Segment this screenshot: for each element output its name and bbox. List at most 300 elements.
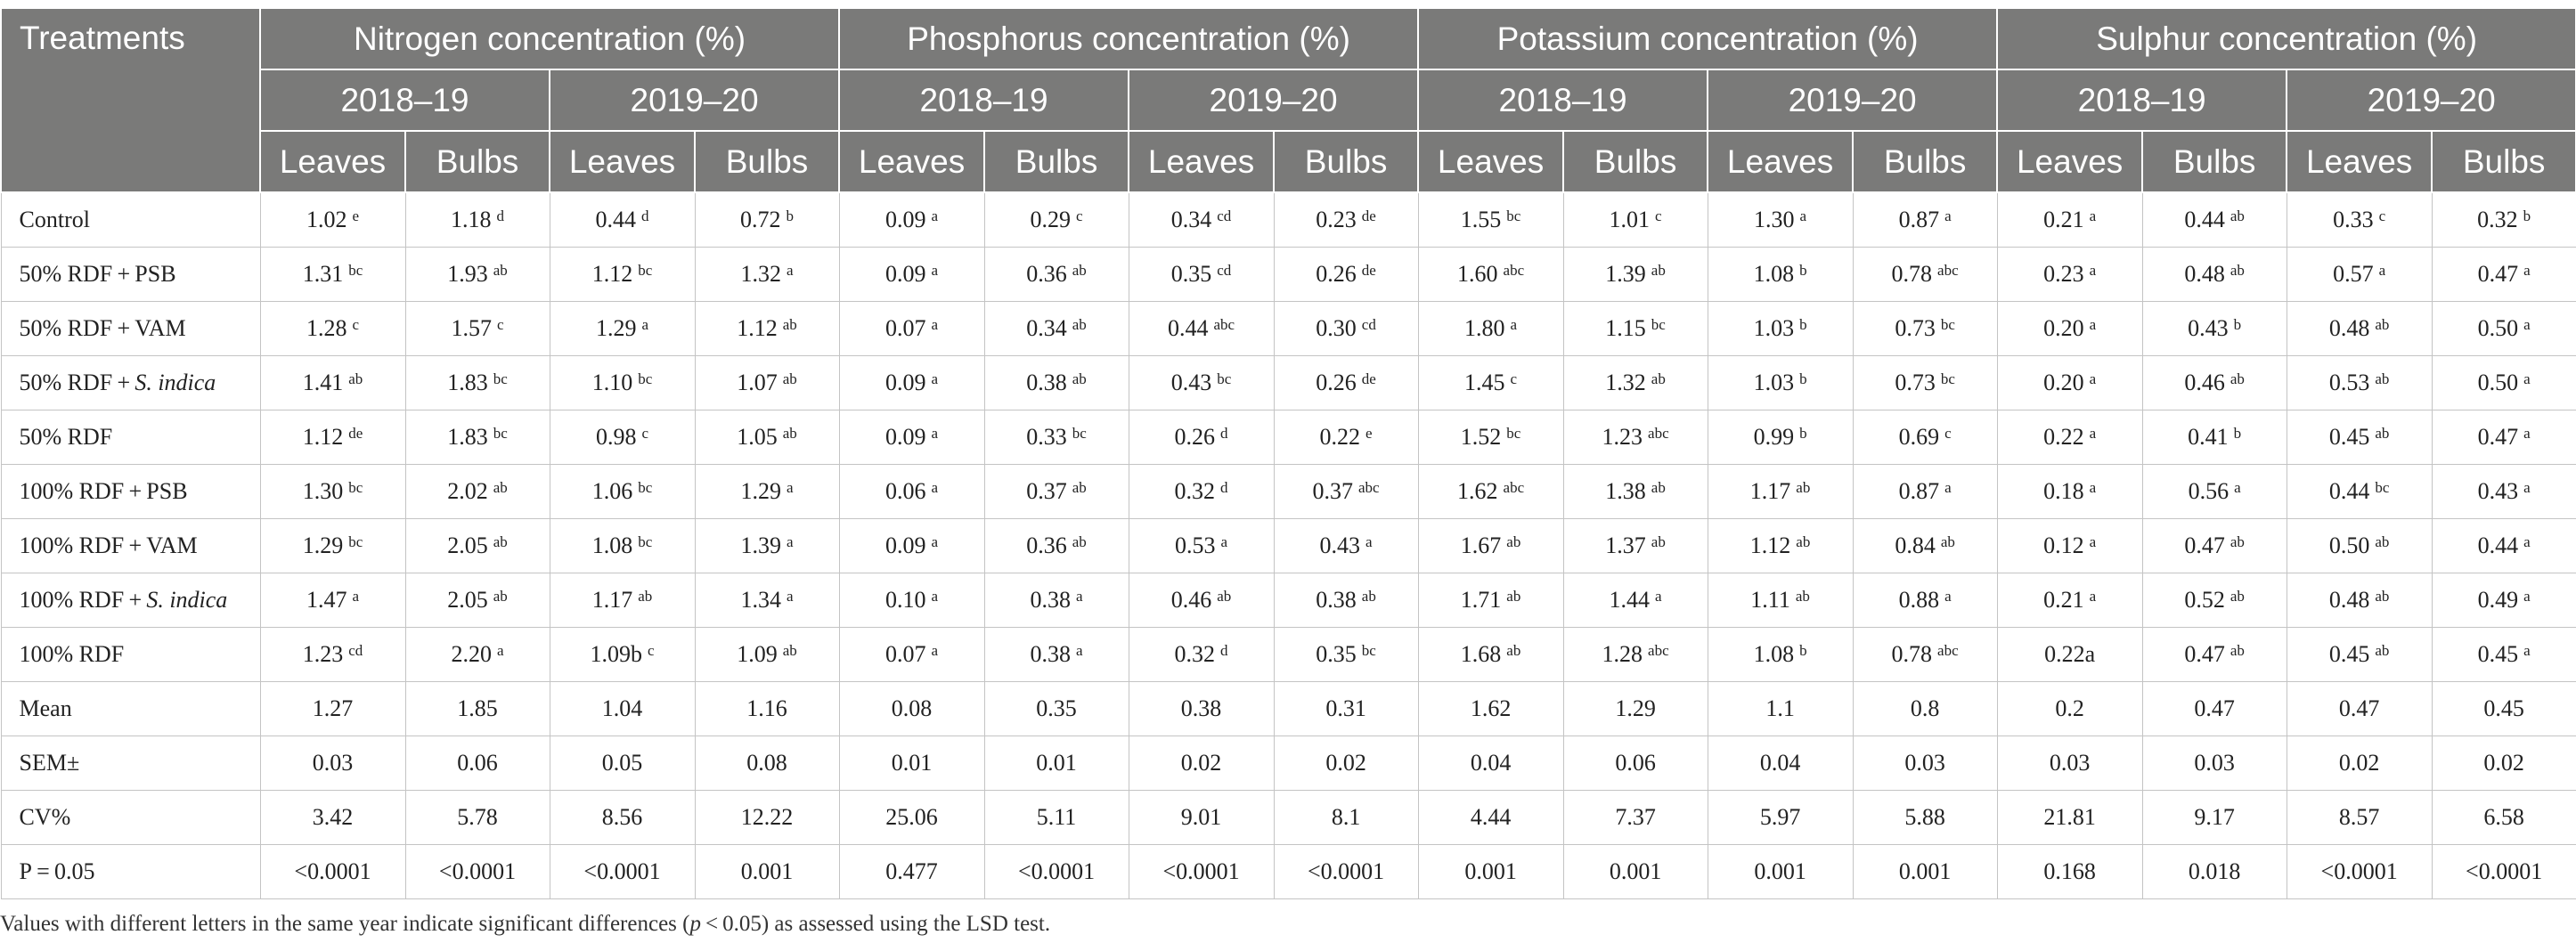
cell-value: 1.05 xyxy=(737,424,778,450)
cell-value: 0.38 xyxy=(1030,587,1072,613)
cell-value: 1.30 xyxy=(1754,207,1795,232)
cell-value: 8.1 xyxy=(1331,804,1361,830)
significance-letter: ab xyxy=(493,533,508,550)
value-cell xyxy=(2432,791,2576,845)
significance-letter: ab xyxy=(2230,262,2245,279)
value-cell xyxy=(1708,628,1853,682)
treatment-label: 50% RDF xyxy=(19,424,113,450)
value-cell xyxy=(1853,410,1997,465)
cell-value: 1.31 xyxy=(302,261,344,287)
cell-value: 1.85 xyxy=(457,695,498,721)
cell-value: 0.03 xyxy=(1904,750,1945,776)
value-cell xyxy=(1563,628,1708,682)
significance-letter: a xyxy=(931,479,939,496)
value-cell xyxy=(2287,465,2432,519)
cell-value: 1.16 xyxy=(746,695,787,721)
value-cell xyxy=(260,845,405,899)
header-row-groups xyxy=(1,8,2576,69)
cell-value: 0.48 xyxy=(2184,261,2225,287)
cell-value: 2.05 xyxy=(447,532,488,558)
significance-letter: e xyxy=(1365,425,1373,442)
significance-letter: ab xyxy=(1072,262,1087,279)
cell-value: 1.12 xyxy=(1749,532,1791,558)
cell-value: 1.29 xyxy=(740,478,781,504)
value-cell xyxy=(1418,573,1563,628)
cell-value: 1.29 xyxy=(595,315,637,341)
cell-value: 0.8 xyxy=(1910,695,1940,721)
cell-value: 0.41 xyxy=(2188,424,2229,450)
significance-letter: abc xyxy=(1937,262,1959,279)
value-cell xyxy=(695,736,839,791)
cell-value: 7.37 xyxy=(1615,804,1656,830)
cell-value: 0.2 xyxy=(2055,695,2084,721)
significance-letter: d xyxy=(1220,479,1228,496)
significance-letter: ab xyxy=(1651,262,1666,279)
cell-value: 0.29 xyxy=(1030,207,1072,232)
leaves-header: Leaves xyxy=(550,131,695,192)
significance-letter: a xyxy=(2523,262,2531,279)
cell-value: 0.06 xyxy=(885,478,926,504)
significance-letter: c xyxy=(496,316,504,333)
significance-letter: abc xyxy=(1213,316,1235,333)
significance-letter: bc xyxy=(348,262,363,279)
cell-value: 1.28 xyxy=(306,315,347,341)
significance-letter: a xyxy=(2089,207,2097,224)
cell-value: 1.09b xyxy=(590,641,642,667)
cell-value: 1.62 xyxy=(1457,478,1498,504)
cell-value: 1.34 xyxy=(740,587,781,613)
significance-letter: a xyxy=(2523,316,2531,333)
significance-letter: b xyxy=(1799,316,1807,333)
cell-value: 1.71 xyxy=(1460,587,1502,613)
significance-letter: ab xyxy=(782,425,797,442)
cell-value: 1.11 xyxy=(1750,587,1790,613)
significance-letter: bc xyxy=(638,479,653,496)
value-cell xyxy=(550,736,695,791)
significance-letter: ab xyxy=(1217,588,1232,605)
cell-value: 0.03 xyxy=(2194,750,2235,776)
cell-value: 0.08 xyxy=(746,750,787,776)
cell-value: 0.26 xyxy=(1316,370,1357,395)
cell-value: 0.001 xyxy=(740,858,794,884)
value-cell xyxy=(1997,302,2142,356)
value-cell xyxy=(2142,573,2287,628)
value-cell xyxy=(1418,356,1563,410)
value-cell xyxy=(1997,682,2142,736)
value-cell xyxy=(1997,628,2142,682)
significance-letter: ab xyxy=(1796,479,1811,496)
cell-value: 0.87 xyxy=(1898,207,1940,232)
significance-letter: a xyxy=(641,316,649,333)
value-cell xyxy=(1274,410,1418,465)
value-cell xyxy=(984,736,1129,791)
footnote xyxy=(0,912,1050,937)
value-cell xyxy=(260,519,405,573)
significance-letter: cd xyxy=(1361,316,1376,333)
significance-letter: abc xyxy=(1503,479,1525,496)
treatment-name xyxy=(1,628,260,682)
cell-value: 0.22 xyxy=(1319,424,1361,450)
significance-letter: bc xyxy=(638,370,653,387)
significance-letter: e xyxy=(352,207,360,224)
cell-value: 0.05 xyxy=(601,750,643,776)
value-cell xyxy=(1708,736,1853,791)
cell-value: 0.26 xyxy=(1316,261,1357,287)
value-cell xyxy=(1997,465,2142,519)
cell-value: 1.45 xyxy=(1464,370,1505,395)
table-row xyxy=(1,302,2576,356)
cell-value: 0.23 xyxy=(1316,207,1357,232)
value-cell xyxy=(1708,573,1853,628)
cell-value: 21.81 xyxy=(2043,804,2096,830)
cell-value: 1.62 xyxy=(1470,695,1512,721)
cell-value: 0.21 xyxy=(2043,587,2084,613)
significance-letter: bc xyxy=(493,425,508,442)
cell-value: 2.20 xyxy=(451,641,492,667)
cell-value: 0.09 xyxy=(885,532,926,558)
cell-value: 0.32 xyxy=(1174,641,1216,667)
value-cell xyxy=(2142,356,2287,410)
value-cell xyxy=(2287,410,2432,465)
value-cell xyxy=(839,736,984,791)
value-cell xyxy=(260,791,405,845)
cell-value: 4.44 xyxy=(1470,804,1512,830)
table-row xyxy=(1,845,2576,899)
value-cell xyxy=(2142,845,2287,899)
value-cell xyxy=(695,519,839,573)
significance-letter: ab xyxy=(1651,533,1666,550)
cell-value: 1.03 xyxy=(1753,315,1795,341)
cell-value: 0.35 xyxy=(1170,261,1212,287)
cell-value: 0.45 xyxy=(2328,641,2370,667)
value-cell xyxy=(839,192,984,248)
value-cell xyxy=(695,248,839,302)
value-cell xyxy=(1853,845,1997,899)
value-cell xyxy=(1418,628,1563,682)
cell-value: 5.88 xyxy=(1904,804,1945,830)
value-cell xyxy=(2142,791,2287,845)
cell-value: 0.47 xyxy=(2477,261,2519,287)
value-cell xyxy=(1997,192,2142,248)
treatment-name xyxy=(1,573,260,628)
cell-value: 1.23 xyxy=(302,641,344,667)
cell-value: 9.01 xyxy=(1180,804,1222,830)
significance-letter: a xyxy=(787,479,794,496)
cell-value: 0.50 xyxy=(2477,315,2519,341)
cell-value: 1.23 xyxy=(1602,424,1643,450)
cell-value: 0.78 xyxy=(1891,261,1933,287)
table-row xyxy=(1,628,2576,682)
value-cell xyxy=(1274,736,1418,791)
bulbs-header: Bulbs xyxy=(2432,131,2576,192)
significance-letter: a xyxy=(931,533,939,550)
cell-value: 1.38 xyxy=(1605,478,1646,504)
value-cell xyxy=(1418,248,1563,302)
significance-letter: b xyxy=(1799,370,1807,387)
table-row xyxy=(1,791,2576,845)
cell-value: 0.38 xyxy=(1180,695,1222,721)
value-cell xyxy=(1997,356,2142,410)
value-cell xyxy=(1708,192,1853,248)
cell-value: 0.01 xyxy=(1036,750,1077,776)
value-cell xyxy=(405,410,550,465)
cell-value: 1.15 xyxy=(1605,315,1646,341)
value-cell xyxy=(1853,465,1997,519)
significance-letter: de xyxy=(1361,370,1376,387)
value-cell xyxy=(550,573,695,628)
value-cell xyxy=(1708,410,1853,465)
significance-letter: ab xyxy=(1651,479,1666,496)
value-cell xyxy=(1853,682,1997,736)
significance-letter: ab xyxy=(1796,533,1811,550)
cell-value: 0.46 xyxy=(2184,370,2225,395)
value-cell xyxy=(405,519,550,573)
cell-value: 0.49 xyxy=(2477,587,2519,613)
value-cell xyxy=(984,465,1129,519)
significance-letter: ab xyxy=(1795,588,1810,605)
significance-letter: d xyxy=(641,207,649,224)
value-cell xyxy=(1853,791,1997,845)
cell-value: 0.37 xyxy=(1312,478,1354,504)
value-cell xyxy=(550,628,695,682)
significance-letter: ab xyxy=(2230,642,2245,659)
cell-value: 1.1 xyxy=(1765,695,1795,721)
cell-value: 12.22 xyxy=(740,804,794,830)
cell-value: 3.42 xyxy=(312,804,354,830)
value-cell xyxy=(1708,519,1853,573)
significance-letter: abc xyxy=(1648,642,1669,659)
significance-letter: ab xyxy=(493,588,508,605)
cell-value: 0.43 xyxy=(1319,532,1361,558)
value-cell xyxy=(1708,845,1853,899)
cell-value: 1.08 xyxy=(1753,641,1795,667)
leaves-header: Leaves xyxy=(2287,131,2432,192)
year-header: 2018–19 xyxy=(260,69,550,131)
cell-value: 0.98 xyxy=(595,424,637,450)
value-cell xyxy=(1129,845,1274,899)
value-cell xyxy=(2142,410,2287,465)
cell-value: 0.56 xyxy=(2188,478,2230,504)
value-cell xyxy=(405,628,550,682)
cell-value: 1.12 xyxy=(302,424,344,450)
cell-value: 1.01 xyxy=(1609,207,1651,232)
cell-value: 0.43 xyxy=(2188,315,2229,341)
significance-letter: b xyxy=(786,207,795,224)
cell-value: 0.53 xyxy=(2328,370,2370,395)
treatment-label: 100% RDF + xyxy=(19,587,147,613)
treatment-name xyxy=(1,302,260,356)
value-cell xyxy=(550,248,695,302)
value-cell xyxy=(1274,302,1418,356)
significance-letter: c xyxy=(1510,370,1518,387)
significance-letter: ab xyxy=(2230,588,2245,605)
value-cell xyxy=(1129,356,1274,410)
cell-value: 0.45 xyxy=(2477,641,2519,667)
table-row xyxy=(1,519,2576,573)
cell-value: 5.11 xyxy=(1036,804,1077,830)
cell-value: 0.18 xyxy=(2043,478,2084,504)
treatment-label: SEM± xyxy=(19,750,80,776)
value-cell xyxy=(405,682,550,736)
significance-letter: ab xyxy=(782,642,797,659)
value-cell xyxy=(1563,519,1708,573)
cell-value: 1.60 xyxy=(1457,261,1498,287)
bulbs-header: Bulbs xyxy=(984,131,1129,192)
value-cell xyxy=(839,573,984,628)
value-cell xyxy=(1563,356,1708,410)
significance-letter: ab xyxy=(782,370,797,387)
value-cell xyxy=(984,845,1129,899)
cell-value: 0.37 xyxy=(1026,478,1067,504)
value-cell xyxy=(405,302,550,356)
cell-value: 0.78 xyxy=(1891,641,1933,667)
value-cell xyxy=(695,791,839,845)
treatment-name xyxy=(1,465,260,519)
significance-letter: ab xyxy=(1072,316,1087,333)
value-cell xyxy=(2287,573,2432,628)
value-cell xyxy=(1563,736,1708,791)
treatment-name xyxy=(1,791,260,845)
treatment-name xyxy=(1,845,260,899)
significance-letter: abc xyxy=(1358,479,1380,496)
cell-value: 6.58 xyxy=(2483,804,2524,830)
cell-value: 1.29 xyxy=(302,532,344,558)
value-cell xyxy=(1708,248,1853,302)
significance-letter: a xyxy=(2523,533,2531,550)
value-cell xyxy=(984,519,1129,573)
treatment-name xyxy=(1,356,260,410)
cell-value: 0.34 xyxy=(1170,207,1212,232)
value-cell xyxy=(839,628,984,682)
significance-letter: a xyxy=(2523,642,2531,659)
value-cell xyxy=(984,410,1129,465)
cell-value: <0.0001 xyxy=(1162,858,1240,884)
value-cell xyxy=(1563,192,1708,248)
cell-value: 1.44 xyxy=(1609,587,1651,613)
cell-value: 0.09 xyxy=(885,370,926,395)
cell-value: 1.17 xyxy=(591,587,633,613)
footnote-p-symbol: p xyxy=(689,912,701,936)
cell-value: 0.48 xyxy=(2328,587,2370,613)
cell-value: 1.68 xyxy=(1460,641,1502,667)
cell-value: <0.0001 xyxy=(1017,858,1096,884)
treatment-name xyxy=(1,736,260,791)
significance-letter: b xyxy=(2233,316,2242,333)
cell-value: 1.29 xyxy=(1615,695,1656,721)
sulphur-header: Sulphur concentration (%) xyxy=(1997,8,2576,69)
value-cell xyxy=(695,682,839,736)
significance-letter: ab xyxy=(493,262,508,279)
value-cell xyxy=(260,573,405,628)
cell-value: 0.47 xyxy=(2184,641,2225,667)
significance-letter: a xyxy=(1365,533,1373,550)
significance-letter: bc xyxy=(348,533,363,550)
treatment-label: 50% RDF + PSB xyxy=(19,261,176,287)
cell-value: 0.477 xyxy=(885,858,938,884)
significance-letter: cd xyxy=(1217,262,1232,279)
significance-letter: ab xyxy=(1506,642,1521,659)
value-cell xyxy=(2432,410,2576,465)
cell-value: 0.22a xyxy=(2044,641,2096,667)
value-cell xyxy=(1274,356,1418,410)
significance-letter: a xyxy=(2234,479,2241,496)
significance-letter: a xyxy=(2089,316,2097,333)
cell-value: 8.56 xyxy=(601,804,643,830)
significance-letter: a xyxy=(2089,588,2097,605)
treatment-label: CV% xyxy=(19,804,71,830)
cell-value: 0.44 xyxy=(1168,315,1209,341)
value-cell xyxy=(1853,628,1997,682)
significance-letter: ab xyxy=(1072,533,1087,550)
value-cell xyxy=(695,302,839,356)
value-cell xyxy=(2432,356,2576,410)
value-cell xyxy=(695,628,839,682)
significance-letter: de xyxy=(348,425,363,442)
significance-letter: a xyxy=(931,316,939,333)
cell-value: 0.73 xyxy=(1895,370,1936,395)
cell-value: 0.32 xyxy=(2477,207,2518,232)
value-cell xyxy=(695,573,839,628)
year-header: 2018–19 xyxy=(839,69,1129,131)
value-cell xyxy=(1418,192,1563,248)
value-cell xyxy=(1563,465,1708,519)
significance-letter: ab xyxy=(2375,588,2390,605)
value-cell xyxy=(2432,736,2576,791)
value-cell xyxy=(1418,736,1563,791)
significance-letter: c xyxy=(1076,207,1083,224)
treatment-label: 100% RDF xyxy=(19,641,125,667)
significance-letter: a xyxy=(1076,642,1083,659)
value-cell xyxy=(1853,573,1997,628)
value-cell xyxy=(2287,845,2432,899)
value-cell xyxy=(1418,845,1563,899)
value-cell xyxy=(695,356,839,410)
value-cell xyxy=(2287,248,2432,302)
value-cell xyxy=(1129,519,1274,573)
cell-value: 0.73 xyxy=(1895,315,1936,341)
value-cell xyxy=(1853,356,1997,410)
table-row xyxy=(1,736,2576,791)
significance-letter: a xyxy=(1220,533,1228,550)
significance-letter: a xyxy=(496,642,504,659)
treatment-label: 50% RDF + VAM xyxy=(19,315,186,341)
significance-letter: ab xyxy=(2375,370,2390,387)
value-cell xyxy=(1274,682,1418,736)
significance-letter: ab xyxy=(2230,370,2245,387)
value-cell xyxy=(1708,682,1853,736)
significance-letter: a xyxy=(931,262,939,279)
significance-letter: a xyxy=(2523,479,2531,496)
significance-letter: c xyxy=(352,316,360,333)
cell-value: 0.03 xyxy=(312,750,354,776)
cell-value: 0.44 xyxy=(595,207,636,232)
value-cell xyxy=(2432,573,2576,628)
cell-value: 1.07 xyxy=(737,370,778,395)
value-cell xyxy=(1563,302,1708,356)
cell-value: 0.03 xyxy=(2049,750,2091,776)
significance-letter: a xyxy=(931,207,939,224)
value-cell xyxy=(550,845,695,899)
significance-letter: bc xyxy=(638,533,653,550)
significance-letter: a xyxy=(2378,262,2386,279)
significance-letter: de xyxy=(1361,207,1376,224)
significance-letter: a xyxy=(1944,207,1952,224)
cell-value: 0.36 xyxy=(1026,261,1067,287)
cell-value: 0.09 xyxy=(885,424,926,450)
cell-value: 0.43 xyxy=(1170,370,1212,395)
cell-value: 0.22 xyxy=(2043,424,2084,450)
treatment-species: S. indica xyxy=(146,587,228,613)
